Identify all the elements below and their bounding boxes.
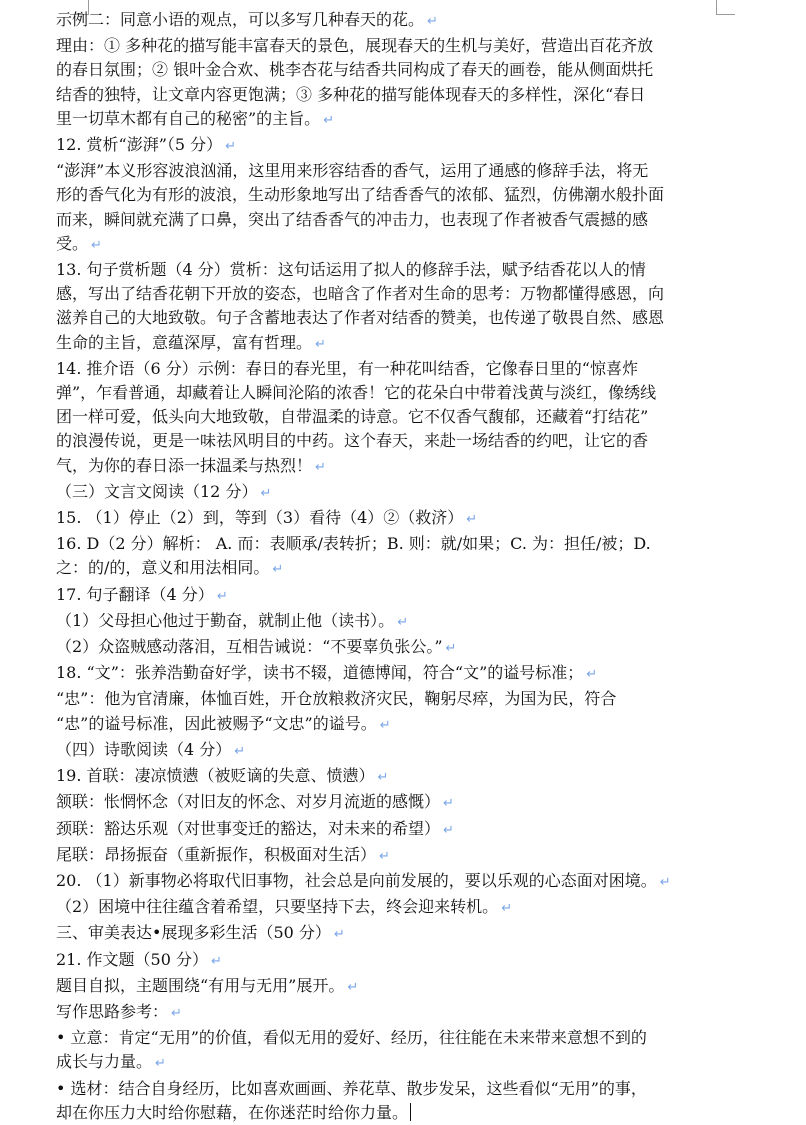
paragraph-mark-icon: ↵ xyxy=(216,588,228,604)
text-line[interactable] xyxy=(56,454,756,480)
line-text: 题目自拟，主题围绕“有用与无用”展开。 xyxy=(56,975,345,995)
line-text: 成长与力量。 xyxy=(56,1052,153,1072)
line-text: 尾联：昂扬振奋（重新振作，积极面对生活） xyxy=(56,844,377,864)
text-line[interactable] xyxy=(56,921,756,947)
text-line[interactable] xyxy=(56,8,756,34)
text-line[interactable] xyxy=(56,58,756,82)
text-line[interactable] xyxy=(56,1050,756,1076)
line-text: 13. 句子赏析题（4 分）赏析：这句话运用了拟人的修辞手法，赋予结香花以人的情 xyxy=(56,260,646,280)
text-line[interactable] xyxy=(56,790,756,816)
text-line[interactable] xyxy=(56,817,756,843)
paragraph-mark-icon: ↵ xyxy=(171,1005,182,1021)
line-text: 颔联：怅惘怀念（对旧友的怀念、对岁月流逝的感慨） xyxy=(56,792,441,812)
text-line[interactable] xyxy=(56,661,756,687)
line-text: 形的香气化为有形的波浪，生动形象地写出了结香香气的浓郁、猛烈，仿佛潮水般扑面 xyxy=(56,185,665,205)
paragraph-mark-icon: ↵ xyxy=(377,770,389,786)
line-text: 16. D（2 分）解析： A. 而：表顺承/表转折；B. 则：就/如果；C. 为：担任/被；D. xyxy=(56,534,651,554)
paragraph-mark-icon: ↵ xyxy=(427,14,438,29)
text-line[interactable] xyxy=(56,306,756,330)
paragraph-mark-icon: ↵ xyxy=(234,743,246,759)
text-line[interactable] xyxy=(56,738,756,764)
text-line[interactable] xyxy=(56,1000,756,1026)
text-cursor xyxy=(410,1103,411,1121)
text-line[interactable] xyxy=(56,208,756,232)
line-text: 理由：① 多种花的描写能丰富春天的景色，展现春天的生机与美好，营造出百花齐放 xyxy=(56,36,654,56)
paragraph-mark-icon: ↵ xyxy=(155,1056,166,1072)
text-line[interactable] xyxy=(56,609,756,635)
text-line[interactable] xyxy=(56,974,756,1000)
text-line[interactable] xyxy=(56,506,756,532)
text-line[interactable] xyxy=(56,1026,756,1050)
paragraph-mark-icon: ↵ xyxy=(501,901,513,917)
document-page[interactable] xyxy=(56,8,756,1125)
text-line[interactable] xyxy=(56,34,756,58)
paragraph-mark-icon: ↵ xyxy=(379,717,391,733)
text-line[interactable] xyxy=(56,895,756,921)
text-line[interactable] xyxy=(56,381,756,405)
text-line[interactable] xyxy=(56,869,756,895)
line-text: 的春日氛围；② 银叶金合欢、桃李杏花与结香共同构成了春天的画卷，能从侧面烘托 xyxy=(56,60,654,80)
text-line[interactable] xyxy=(56,764,756,790)
paragraph-mark-icon: ↵ xyxy=(91,237,102,253)
text-line[interactable] xyxy=(56,282,756,306)
text-line[interactable] xyxy=(56,1077,756,1101)
line-text: 气，为你的春日添一抹温柔与热烈！ xyxy=(56,455,313,475)
line-text: 之：的/的，意义和用法相同。 xyxy=(56,558,270,578)
line-text: • 立意：肯定“无用”的价值，看似无用的爱好、经历，往往能在未来带来意想不到的 xyxy=(56,1028,647,1048)
paragraph-mark-icon: ↵ xyxy=(659,874,671,890)
text-line[interactable] xyxy=(56,843,756,869)
paragraph-mark-icon: ↵ xyxy=(445,641,457,657)
line-text: （2）众盗贼感动落泪，互相告诫说：“不要辜负张公。” xyxy=(56,637,443,657)
line-text: 生命的主旨，意蕴深厚，富有哲理。 xyxy=(56,332,313,352)
paragraph-mark-icon: ↵ xyxy=(466,512,478,528)
line-text: 弹”，乍看普通，却藏着让人瞬间沦陷的浓香！它的花朵白中带着浅黄与淡红，像绣线 xyxy=(56,383,657,403)
line-text: 而来，瞬间就充满了口鼻，突出了结香香气的冲击力，也表现了作者被香气震撼的感 xyxy=(56,209,649,229)
line-text: 颈联：豁达乐观（对世事变迁的豁达，对未来的希望） xyxy=(56,818,441,838)
line-text: 受。 xyxy=(56,233,89,253)
text-line[interactable] xyxy=(56,232,756,258)
line-text: “澎湃”本义形容波浪汹涌，这里用来形容结香的香气，运用了通感的修辞手法，将无 xyxy=(56,161,649,181)
text-line[interactable] xyxy=(56,480,756,506)
text-line[interactable] xyxy=(56,133,756,159)
text-line[interactable] xyxy=(56,357,756,381)
line-text: 里一切草木都有自己的秘密”的主旨。 xyxy=(56,108,321,128)
paragraph-mark-icon: ↵ xyxy=(397,614,409,630)
line-text: 12. 赏析“澎湃”（5 分） xyxy=(56,135,223,155)
paragraph-mark-icon: ↵ xyxy=(443,822,454,838)
text-line[interactable] xyxy=(56,429,756,453)
line-text: “忠”的谥号标准，因此被赐予“文忠”的谥号。 xyxy=(56,713,377,733)
paragraph-mark-icon: ↵ xyxy=(347,979,359,995)
text-line[interactable] xyxy=(56,583,756,609)
line-text: （1）父母担心他过于勤奋，就制止他（读书）。 xyxy=(56,610,395,630)
line-text: 三、审美表达•展现多彩生活（50 分） xyxy=(56,923,331,943)
line-text: 18. “文”：张养浩勤奋好学，读书不辍，道德博闻，符合“文”的谥号标准； xyxy=(56,663,584,683)
line-text: （四）诗歌阅读（4 分） xyxy=(56,739,232,759)
line-text: （2）困境中往往蕴含着希望，只要坚持下去，终会迎来转机。 xyxy=(56,897,499,917)
line-text: 21. 作文题（50 分） xyxy=(56,949,208,969)
line-text: 的浪漫传说，更是一味祛风明目的中药。这个春天，来赴一场结香的约吧，让它的香 xyxy=(56,431,649,451)
paragraph-mark-icon: ↵ xyxy=(315,336,326,352)
text-line[interactable] xyxy=(56,331,756,357)
line-text: 14. 推介语（6 分）示例：春日的春光里，有一种花叫结香，它像春日里的“惊喜炸 xyxy=(56,358,638,378)
paragraph-mark-icon: ↵ xyxy=(443,796,454,812)
paragraph-mark-icon: ↵ xyxy=(333,927,345,943)
text-line[interactable] xyxy=(56,258,756,282)
text-line[interactable] xyxy=(56,183,756,207)
line-text: 却在你压力大时给你慰藉，在你迷茫时给你力量。 xyxy=(56,1102,409,1122)
line-text: “忠”：他为官清廉，体恤百姓，开仓放粮救济灾民，鞠躬尽瘁，为国为民，符合 xyxy=(56,689,617,709)
text-line[interactable] xyxy=(56,1101,756,1125)
paragraph-mark-icon: ↵ xyxy=(586,667,598,683)
line-text: 17. 句子翻译（4 分） xyxy=(56,584,214,604)
text-line[interactable] xyxy=(56,556,756,582)
text-line[interactable] xyxy=(56,687,756,711)
text-line[interactable] xyxy=(56,948,756,974)
text-line[interactable] xyxy=(56,405,756,429)
paragraph-mark-icon: ↵ xyxy=(323,112,335,128)
paragraph-mark-icon: ↵ xyxy=(272,562,284,578)
line-text: 示例二：同意小语的观点，可以多写几种春天的花。 xyxy=(56,10,425,29)
line-text: 20. （1）新事物必将取代旧事物，社会总是向前发展的，要以乐观的心态面对困境。 xyxy=(56,870,657,890)
line-text: 写作思路参考： xyxy=(56,1001,169,1021)
text-line[interactable] xyxy=(56,635,756,661)
text-line[interactable] xyxy=(56,532,756,556)
line-text: 15. （1）停止（2）到，等到（3）看待（4）②（救济） xyxy=(56,508,464,528)
text-line[interactable] xyxy=(56,712,756,738)
line-text: 结香的独特，让文章内容更饱满；③ 多种花的描写能体现春天的多样性，深化“春日 xyxy=(56,84,646,104)
line-text: 团一样可爱，低头向大地致敬，自带温柔的诗意。它不仅香气馥郁，还藏着“打结花” xyxy=(56,407,649,427)
paragraph-mark-icon: ↵ xyxy=(379,848,390,864)
text-line[interactable] xyxy=(56,83,756,107)
text-line[interactable] xyxy=(56,159,756,183)
line-text: 感，写出了结香花朝下开放的姿态，也暗含了作者对生命的思考：万物都懂得感恩，向 xyxy=(56,284,665,304)
paragraph-mark-icon: ↵ xyxy=(260,485,272,501)
line-text: 19. 首联：凄凉愤懑（被贬谪的失意、愤懑） xyxy=(56,766,375,786)
line-text: （三）文言文阅读（12 分） xyxy=(56,481,258,501)
paragraph-mark-icon: ↵ xyxy=(210,953,222,969)
line-text: 滋养自己的大地致敬。句子含蓄地表达了作者对结香的赞美，也传递了敬畏自然、感恩 xyxy=(56,308,665,328)
paragraph-mark-icon: ↵ xyxy=(225,139,237,155)
paragraph-mark-icon: ↵ xyxy=(315,459,326,475)
text-line[interactable] xyxy=(56,107,756,133)
line-text: • 选材：结合自身经历，比如喜欢画画、养花草、散步发呆，这些看似“无用”的事， xyxy=(56,1078,647,1098)
